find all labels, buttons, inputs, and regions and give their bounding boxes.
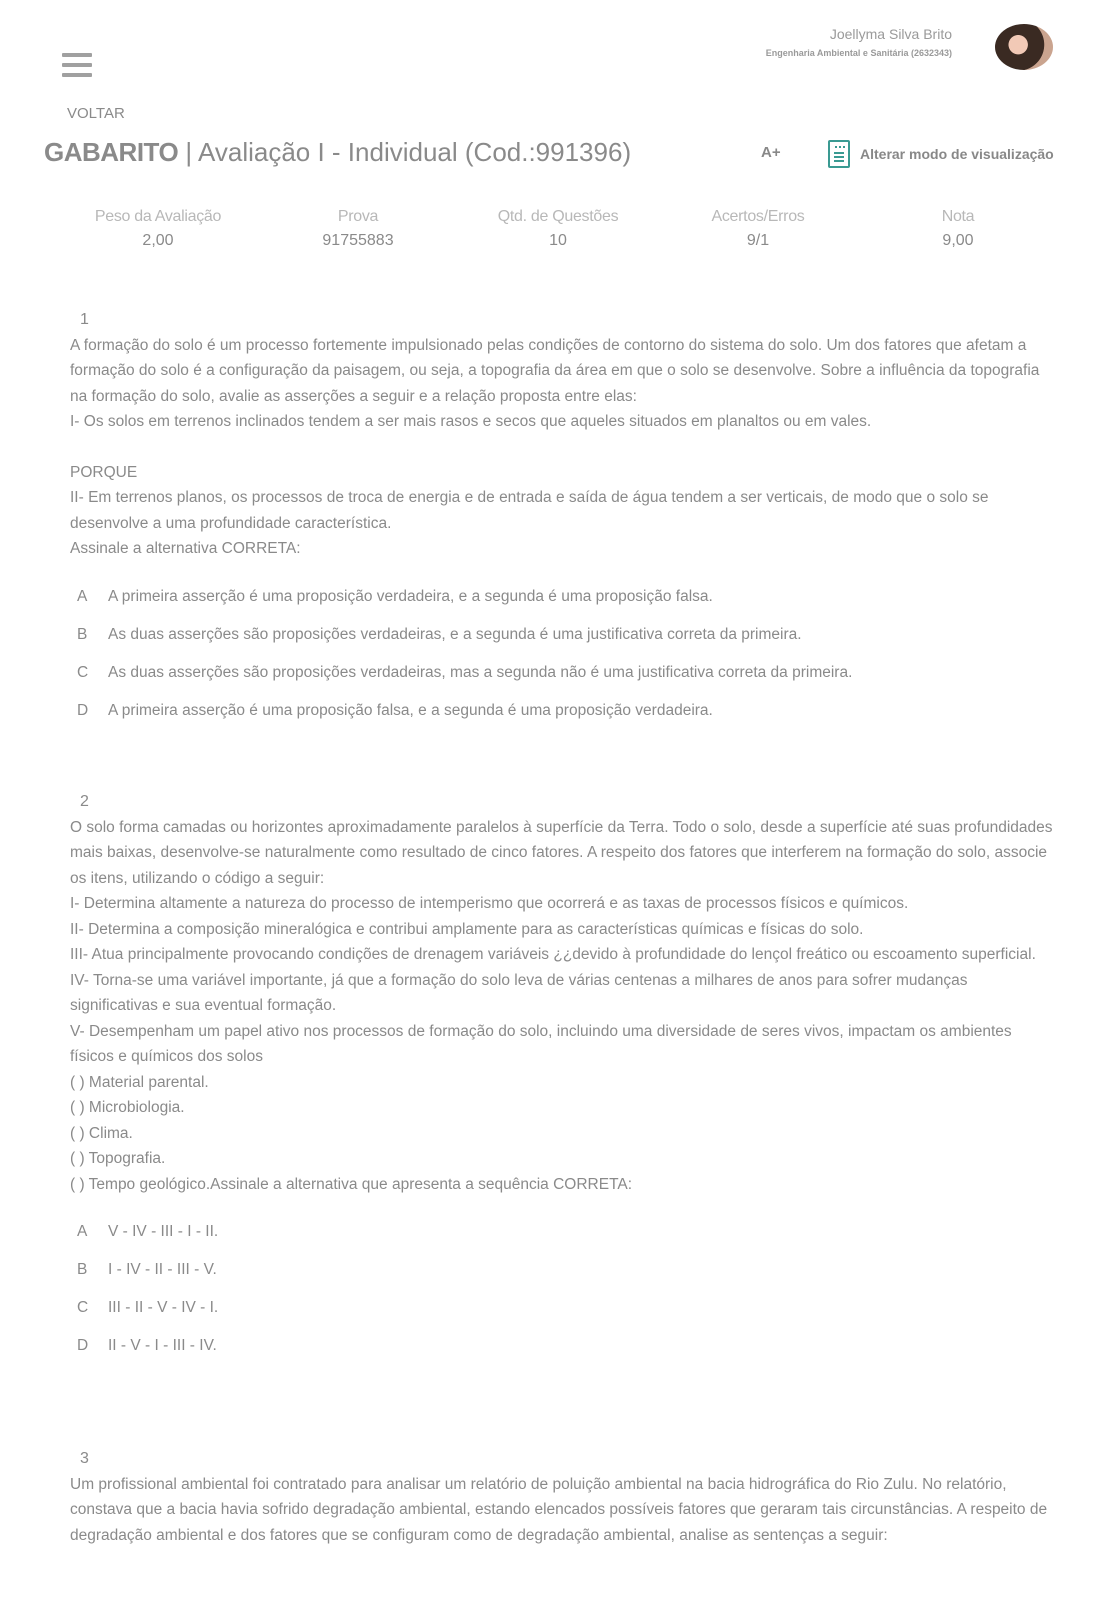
option-text: A primeira asserção é uma proposição verdadeira, e a segunda é uma proposição falsa. (108, 587, 713, 605)
font-size-button[interactable]: A+ (761, 144, 781, 161)
stat-value: 10 (549, 232, 567, 249)
question-text: II- Determina a composição mineralógica e contribui amplamente para as características químicas e físicas do solo. (70, 920, 864, 938)
question-text: III- Atua principalmente provocando condições de drenagem variáveis ¿¿devido à profundidade do lençol freático ou escoamento superficial. (70, 946, 1036, 963)
stat-value: 9/1 (746, 232, 770, 249)
option-c[interactable] (70, 660, 1055, 698)
view-mode-label: Alterar modo de visualização (860, 146, 1054, 162)
option-text: A primeira asserção é uma proposição falsa, e a segunda é uma proposição verdadeira. (108, 701, 713, 719)
question-text: O solo forma camadas ou horizontes aproximadamente paralelos à superfície da Terra. Todo o solo, desde a superfície até suas profundidades mais baixas, desenvolve-se naturalmente como resultado de cinco fatores. A respeito dos fatores que interferem na formação do solo, associe os itens, utilizando o código a seguir: (70, 818, 1053, 887)
stat-exam (258, 208, 458, 250)
option-b[interactable] (70, 622, 1055, 660)
menu-icon[interactable] (62, 53, 92, 79)
stat-label: Prova (337, 208, 379, 225)
question-3 (70, 1446, 1055, 1548)
stat-value: 9,00 (942, 232, 974, 249)
page-title (44, 137, 631, 168)
avatar[interactable] (995, 24, 1053, 70)
stat-grade (858, 208, 1058, 250)
question-text: IV- Torna-se uma variável importante, já que a formação do solo leva de várias centenas a milhares de anos para sofrer mudanças significativas e sua eventual formação. (70, 971, 968, 1014)
view-mode-button[interactable] (828, 140, 1054, 168)
question-text: ( ) Material parental. (70, 1073, 209, 1091)
option-c[interactable] (70, 1295, 1055, 1333)
option-letter: A (77, 1223, 88, 1240)
title-light: Avaliação I - Individual (Cod.:991396) (197, 137, 632, 167)
user-name: Joellyma Silva Brito (829, 26, 952, 42)
option-letter: A (77, 587, 88, 605)
option-a[interactable] (70, 584, 1055, 622)
option-text: III - II - V - IV - I. (108, 1299, 219, 1316)
stat-label: Nota (941, 208, 975, 225)
title-separator: | (178, 137, 198, 167)
question-number: 1 (80, 311, 89, 328)
option-a[interactable] (70, 1219, 1055, 1257)
option-text: V - IV - III - I - II. (108, 1223, 219, 1240)
question-text: II- Em terrenos planos, os processos de troca de energia e de entrada e saída de água tendem a ser verticais, de modo que o solo se desenvolve a uma profundidade característica. (70, 489, 989, 532)
stat-weight (58, 208, 258, 250)
option-d[interactable] (70, 698, 1055, 736)
stat-question-count (458, 208, 658, 250)
question-number: 2 (80, 793, 89, 810)
stats-bar (58, 208, 1058, 250)
question-text: I- Determina altamente a natureza do processo de intemperismo que ocorrerá e as taxas de processos físicos e químicos. (70, 895, 909, 912)
question-text: ( ) Tempo geológico.Assinale a alternativa que apresenta a sequência CORRETA: (70, 1175, 633, 1193)
stat-hits-errors (658, 208, 858, 250)
question-text: Um profissional ambiental foi contratado para analisar um relatório de poluição ambiental na bacia hidrográfica do Rio Zulu. No relatório, constava que a bacia havia sofrido degradação ambiental, estando elencados possíveis fatores que geraram tais circunstâncias. A respeito de degradação ambiental e dos fatores que se configuram como de degradação ambiental, analise as sentenças a seguir: (70, 1475, 1048, 1544)
option-text: II - V - I - III - IV. (108, 1337, 217, 1354)
stat-label: Acertos/Erros (711, 208, 805, 225)
stat-label: Qtd. de Questões (497, 208, 619, 225)
option-letter: D (77, 1337, 89, 1354)
question-text: ( ) Topografia. (70, 1150, 166, 1167)
options-list (70, 584, 1055, 736)
option-letter: C (77, 1299, 89, 1316)
stat-value: 2,00 (142, 232, 174, 249)
option-letter: D (77, 701, 89, 719)
stat-value: 91755883 (322, 232, 394, 249)
option-b[interactable] (70, 1257, 1055, 1295)
question-2 (70, 789, 1055, 1371)
option-text: As duas asserções são proposições verdadeiras, e a segunda é uma justificativa correta da primeira. (108, 625, 802, 643)
option-d[interactable] (70, 1333, 1055, 1371)
stat-label: Peso da Avaliação (94, 208, 222, 225)
option-text: As duas asserções são proposições verdadeiras, mas a segunda não é uma justificativa correta da primeira. (108, 663, 853, 681)
title-strong: GABARITO (44, 137, 179, 167)
question-text: Assinale a alternativa CORRETA: (70, 540, 301, 557)
options-list (70, 1219, 1055, 1371)
question-text: ( ) Microbiologia. (70, 1099, 185, 1116)
question-text: PORQUE (70, 463, 138, 481)
back-link[interactable]: VOLTAR (67, 105, 125, 122)
option-text: I - IV - II - III - V. (108, 1261, 217, 1278)
question-text: A formação do solo é um processo fortemente impulsionado pelas condições de contorno do sistema do solo. Um dos fatores que afetam a formação do solo é a configuração da paisagem, ou seja, a topografia da área em que o solo se desenvolve. Sobre a influência da topografia na formação do solo, avalie as asserções a seguir e a relação proposta entre elas: (70, 336, 1040, 405)
question-text: V- Desempenham um papel ativo nos processos de formação do solo, incluindo uma diversidade de seres vivos, impactam os ambientes físicos e químicos dos solos (70, 1022, 1012, 1065)
question-number: 3 (80, 1450, 89, 1467)
user-course: Engenharia Ambiental e Sanitária (2632343) (765, 48, 952, 58)
user-info (766, 26, 952, 58)
question-1 (70, 307, 1055, 736)
option-letter: B (77, 1261, 88, 1278)
question-text: ( ) Clima. (70, 1124, 133, 1142)
question-text: I- Os solos em terrenos inclinados tendem a ser mais rasos e secos que aqueles situados em planaltos ou em vales. (70, 413, 872, 430)
option-letter: C (77, 663, 89, 681)
option-letter: B (77, 625, 88, 643)
document-icon (828, 140, 850, 168)
